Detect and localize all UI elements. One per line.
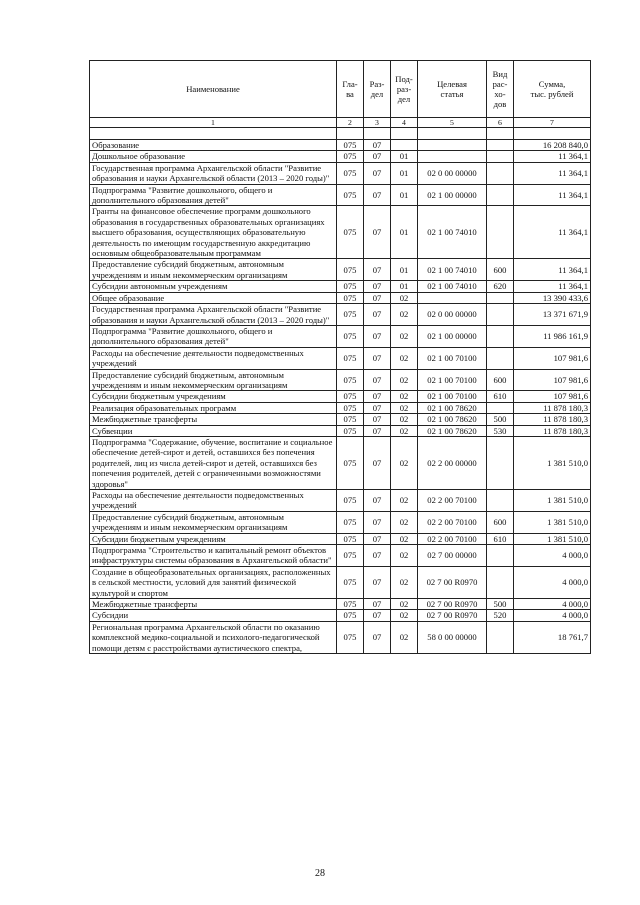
row-name: Субсидии bbox=[90, 610, 337, 621]
row-podrazdel: 01 bbox=[391, 184, 418, 206]
row-name: Общее образование bbox=[90, 292, 337, 303]
row-podrazdel: 02 bbox=[391, 533, 418, 544]
column-number: 5 bbox=[418, 118, 487, 128]
row-celevaya: 02 7 00 00000 bbox=[418, 545, 487, 567]
header-celevaya: Целевая статья bbox=[418, 61, 487, 118]
row-celevaya: 02 2 00 70100 bbox=[418, 533, 487, 544]
row-razdel: 07 bbox=[364, 347, 391, 369]
row-celevaya: 02 0 00 00000 bbox=[418, 162, 487, 184]
row-razdel: 07 bbox=[364, 511, 391, 533]
row-glava: 075 bbox=[337, 545, 364, 567]
column-number: 3 bbox=[364, 118, 391, 128]
row-celevaya: 02 7 00 R0970 bbox=[418, 599, 487, 610]
table-row bbox=[90, 369, 591, 391]
row-celevaya bbox=[418, 151, 487, 162]
row-summa: 107 981,6 bbox=[514, 369, 591, 391]
row-razdel: 07 bbox=[364, 151, 391, 162]
row-vid bbox=[487, 347, 514, 369]
table-row bbox=[90, 414, 591, 425]
header-name: Наименование bbox=[90, 61, 337, 118]
row-summa: 11 986 161,9 bbox=[514, 325, 591, 347]
table-row bbox=[90, 545, 591, 567]
row-razdel: 07 bbox=[364, 140, 391, 151]
row-name: Субвенции bbox=[90, 425, 337, 436]
row-celevaya: 02 2 00 00000 bbox=[418, 436, 487, 489]
row-vid: 610 bbox=[487, 391, 514, 402]
row-vid bbox=[487, 402, 514, 413]
table-row bbox=[90, 436, 591, 489]
row-podrazdel: 02 bbox=[391, 402, 418, 413]
row-razdel: 07 bbox=[364, 292, 391, 303]
row-name: Подпрограмма "Строительство и капитальный ремонт объектов инфраструктуры системы образования в Архангельской области" bbox=[90, 545, 337, 567]
table-row bbox=[90, 566, 591, 598]
row-summa: 11 364,1 bbox=[514, 259, 591, 281]
row-razdel: 07 bbox=[364, 402, 391, 413]
row-razdel: 07 bbox=[364, 533, 391, 544]
table-row bbox=[90, 151, 591, 162]
row-glava: 075 bbox=[337, 184, 364, 206]
table-body bbox=[90, 128, 591, 654]
row-summa: 11 364,1 bbox=[514, 281, 591, 292]
row-summa: 1 381 510,0 bbox=[514, 511, 591, 533]
row-name: Межбюджетные трансферты bbox=[90, 599, 337, 610]
row-vid: 600 bbox=[487, 511, 514, 533]
row-celevaya: 02 1 00 70100 bbox=[418, 391, 487, 402]
row-vid bbox=[487, 304, 514, 326]
row-vid bbox=[487, 436, 514, 489]
row-podrazdel: 02 bbox=[391, 511, 418, 533]
row-razdel: 07 bbox=[364, 325, 391, 347]
row-glava: 075 bbox=[337, 347, 364, 369]
row-vid bbox=[487, 545, 514, 567]
row-podrazdel: 01 bbox=[391, 281, 418, 292]
row-summa: 1 381 510,0 bbox=[514, 490, 591, 512]
row-summa: 107 981,6 bbox=[514, 391, 591, 402]
row-vid bbox=[487, 140, 514, 151]
row-glava: 075 bbox=[337, 292, 364, 303]
row-razdel: 07 bbox=[364, 599, 391, 610]
row-podrazdel: 01 bbox=[391, 206, 418, 259]
row-celevaya: 58 0 00 00000 bbox=[418, 621, 487, 653]
table-row bbox=[90, 511, 591, 533]
table-row bbox=[90, 325, 591, 347]
table-row bbox=[90, 402, 591, 413]
row-celevaya: 02 1 00 00000 bbox=[418, 184, 487, 206]
row-summa: 1 381 510,0 bbox=[514, 436, 591, 489]
table-row bbox=[90, 391, 591, 402]
row-summa: 11 364,1 bbox=[514, 162, 591, 184]
row-glava: 075 bbox=[337, 391, 364, 402]
row-summa: 11 364,1 bbox=[514, 206, 591, 259]
header-glava: Гла- ва bbox=[337, 61, 364, 118]
row-summa: 4 000,0 bbox=[514, 599, 591, 610]
row-glava: 075 bbox=[337, 140, 364, 151]
row-razdel: 07 bbox=[364, 414, 391, 425]
row-summa: 13 371 671,9 bbox=[514, 304, 591, 326]
row-celevaya bbox=[418, 292, 487, 303]
row-podrazdel: 02 bbox=[391, 436, 418, 489]
row-celevaya: 02 1 00 70100 bbox=[418, 347, 487, 369]
row-vid: 610 bbox=[487, 533, 514, 544]
row-name: Региональная программа Архангельской области по оказанию комплексной медико-социальной и психолого-педагогической помощи детям с расстройствами аутистического спектра, bbox=[90, 621, 337, 653]
row-razdel: 07 bbox=[364, 621, 391, 653]
row-name: Субсидии бюджетным учреждениям bbox=[90, 533, 337, 544]
row-celevaya: 02 1 00 00000 bbox=[418, 325, 487, 347]
row-vid bbox=[487, 184, 514, 206]
row-summa: 4 000,0 bbox=[514, 566, 591, 598]
row-vid: 530 bbox=[487, 425, 514, 436]
row-vid bbox=[487, 151, 514, 162]
row-podrazdel bbox=[391, 140, 418, 151]
row-podrazdel: 02 bbox=[391, 292, 418, 303]
row-vid bbox=[487, 325, 514, 347]
row-podrazdel: 02 bbox=[391, 347, 418, 369]
row-glava: 075 bbox=[337, 599, 364, 610]
row-glava: 075 bbox=[337, 151, 364, 162]
row-name: Расходы на обеспечение деятельности подведомственных учреждений bbox=[90, 347, 337, 369]
row-podrazdel: 02 bbox=[391, 425, 418, 436]
row-celevaya bbox=[418, 140, 487, 151]
row-glava: 075 bbox=[337, 511, 364, 533]
budget-table bbox=[89, 60, 591, 654]
row-name: Государственная программа Архангельской области "Развитие образования и науки Архангельской области (2013 – 2020 годы)" bbox=[90, 304, 337, 326]
row-summa: 4 000,0 bbox=[514, 545, 591, 567]
row-glava: 075 bbox=[337, 490, 364, 512]
row-celevaya: 02 1 00 70100 bbox=[418, 369, 487, 391]
table-row bbox=[90, 140, 591, 151]
row-name: Межбюджетные трансферты bbox=[90, 414, 337, 425]
table-row bbox=[90, 292, 591, 303]
page-number: 28 bbox=[315, 868, 325, 879]
row-summa: 11 364,1 bbox=[514, 151, 591, 162]
row-celevaya: 02 1 00 74010 bbox=[418, 281, 487, 292]
row-glava: 075 bbox=[337, 162, 364, 184]
table-row bbox=[90, 304, 591, 326]
row-name: Образование bbox=[90, 140, 337, 151]
table-row bbox=[90, 621, 591, 653]
row-podrazdel: 02 bbox=[391, 325, 418, 347]
row-celevaya: 02 2 00 70100 bbox=[418, 490, 487, 512]
row-glava: 075 bbox=[337, 621, 364, 653]
row-glava: 075 bbox=[337, 281, 364, 292]
table-row bbox=[90, 347, 591, 369]
row-name: Предоставление субсидий бюджетным, автономным учреждениям и иным некоммерческим организациям bbox=[90, 259, 337, 281]
row-name: Создание в общеобразовательных организациях, расположенных в сельской местности, условий для занятий физической культурой и спортом bbox=[90, 566, 337, 598]
row-celevaya: 02 2 00 70100 bbox=[418, 511, 487, 533]
row-name: Подпрограмма "Развитие дошкольного, общего и дополнительного образования детей" bbox=[90, 325, 337, 347]
row-name: Государственная программа Архангельской области "Развитие образования и науки Архангельской области (2013 – 2020 годы)" bbox=[90, 162, 337, 184]
row-name: Субсидии бюджетным учреждениям bbox=[90, 391, 337, 402]
row-name: Субсидии автономным учреждениям bbox=[90, 281, 337, 292]
row-name: Реализация образовательных программ bbox=[90, 402, 337, 413]
table-row bbox=[90, 184, 591, 206]
row-vid bbox=[487, 162, 514, 184]
row-celevaya: 02 1 00 74010 bbox=[418, 259, 487, 281]
row-razdel: 07 bbox=[364, 425, 391, 436]
row-razdel: 07 bbox=[364, 162, 391, 184]
row-podrazdel: 02 bbox=[391, 599, 418, 610]
row-razdel: 07 bbox=[364, 545, 391, 567]
header-vid: Вид рас- хо- дов bbox=[487, 61, 514, 118]
row-podrazdel: 02 bbox=[391, 414, 418, 425]
row-vid bbox=[487, 490, 514, 512]
row-razdel: 07 bbox=[364, 436, 391, 489]
row-razdel: 07 bbox=[364, 304, 391, 326]
row-celevaya: 02 1 00 78620 bbox=[418, 425, 487, 436]
table-row bbox=[90, 281, 591, 292]
row-razdel: 07 bbox=[364, 566, 391, 598]
header-razdel: Раз- дел bbox=[364, 61, 391, 118]
row-vid bbox=[487, 566, 514, 598]
row-summa: 18 761,7 bbox=[514, 621, 591, 653]
row-celevaya: 02 1 00 74010 bbox=[418, 206, 487, 259]
row-vid bbox=[487, 292, 514, 303]
row-podrazdel: 02 bbox=[391, 566, 418, 598]
row-name: Гранты на финансовое обеспечение программ дошкольного образования в государственных образовательных организациях высшего образования, осуществляющих образовательную деятельность по имеющим государственную аккредитацию основным общеобразовательным программам bbox=[90, 206, 337, 259]
row-glava: 075 bbox=[337, 566, 364, 598]
table-row bbox=[90, 533, 591, 544]
row-summa: 11 878 180,3 bbox=[514, 402, 591, 413]
row-podrazdel: 01 bbox=[391, 151, 418, 162]
row-name: Подпрограмма "Содержание, обучение, воспитание и социальное обеспечение детей-сирот и детей, оставшихся без попечения родителей, лиц из числа детей-сирот и детей, оставшихся без попечения родителей, детей с ограниченными возможностями здоровья" bbox=[90, 436, 337, 489]
row-glava: 075 bbox=[337, 304, 364, 326]
row-summa: 107 981,6 bbox=[514, 347, 591, 369]
row-glava: 075 bbox=[337, 610, 364, 621]
row-celevaya: 02 1 00 78620 bbox=[418, 414, 487, 425]
table-row bbox=[90, 490, 591, 512]
row-podrazdel: 02 bbox=[391, 621, 418, 653]
table-row bbox=[90, 259, 591, 281]
row-podrazdel: 02 bbox=[391, 304, 418, 326]
header-podrazdel: Под- раз- дел bbox=[391, 61, 418, 118]
row-razdel: 07 bbox=[364, 610, 391, 621]
row-podrazdel: 02 bbox=[391, 490, 418, 512]
row-name: Предоставление субсидий бюджетным, автономным учреждениям и иным некоммерческим организациям bbox=[90, 369, 337, 391]
row-name: Расходы на обеспечение деятельности подведомственных учреждений bbox=[90, 490, 337, 512]
row-glava: 075 bbox=[337, 414, 364, 425]
column-number: 1 bbox=[90, 118, 337, 128]
row-vid: 620 bbox=[487, 281, 514, 292]
table-row bbox=[90, 162, 591, 184]
row-vid: 500 bbox=[487, 599, 514, 610]
row-podrazdel: 02 bbox=[391, 610, 418, 621]
row-summa: 11 878 180,3 bbox=[514, 414, 591, 425]
column-number: 6 bbox=[487, 118, 514, 128]
row-razdel: 07 bbox=[364, 369, 391, 391]
row-razdel: 07 bbox=[364, 281, 391, 292]
row-glava: 075 bbox=[337, 402, 364, 413]
row-summa: 11 878 180,3 bbox=[514, 425, 591, 436]
row-name: Подпрограмма "Развитие дошкольного, общего и дополнительного образования детей" bbox=[90, 184, 337, 206]
row-glava: 075 bbox=[337, 325, 364, 347]
spacer-row bbox=[90, 128, 591, 140]
row-summa: 4 000,0 bbox=[514, 610, 591, 621]
table-row bbox=[90, 206, 591, 259]
row-glava: 075 bbox=[337, 206, 364, 259]
table-row bbox=[90, 610, 591, 621]
row-glava: 075 bbox=[337, 436, 364, 489]
column-number: 7 bbox=[514, 118, 591, 128]
row-glava: 075 bbox=[337, 425, 364, 436]
row-podrazdel: 01 bbox=[391, 162, 418, 184]
column-number: 2 bbox=[337, 118, 364, 128]
row-celevaya: 02 7 00 R0970 bbox=[418, 610, 487, 621]
row-razdel: 07 bbox=[364, 490, 391, 512]
row-razdel: 07 bbox=[364, 259, 391, 281]
row-summa: 1 381 510,0 bbox=[514, 533, 591, 544]
row-summa: 16 208 840,0 bbox=[514, 140, 591, 151]
row-celevaya: 02 0 00 00000 bbox=[418, 304, 487, 326]
row-vid: 600 bbox=[487, 259, 514, 281]
row-name: Дошкольное образование bbox=[90, 151, 337, 162]
row-vid: 600 bbox=[487, 369, 514, 391]
row-podrazdel: 02 bbox=[391, 391, 418, 402]
row-glava: 075 bbox=[337, 533, 364, 544]
row-celevaya: 02 7 00 R0970 bbox=[418, 566, 487, 598]
row-razdel: 07 bbox=[364, 391, 391, 402]
row-name: Предоставление субсидий бюджетным, автономным учреждениям и иным некоммерческим организациям bbox=[90, 511, 337, 533]
row-vid: 520 bbox=[487, 610, 514, 621]
row-summa: 13 390 433,6 bbox=[514, 292, 591, 303]
row-glava: 075 bbox=[337, 369, 364, 391]
row-vid bbox=[487, 206, 514, 259]
row-vid: 500 bbox=[487, 414, 514, 425]
table-header bbox=[90, 61, 591, 128]
row-podrazdel: 02 bbox=[391, 545, 418, 567]
row-razdel: 07 bbox=[364, 206, 391, 259]
row-celevaya: 02 1 00 78620 bbox=[418, 402, 487, 413]
row-summa: 11 364,1 bbox=[514, 184, 591, 206]
table-row bbox=[90, 599, 591, 610]
table-row bbox=[90, 425, 591, 436]
column-number: 4 bbox=[391, 118, 418, 128]
row-podrazdel: 01 bbox=[391, 259, 418, 281]
row-vid bbox=[487, 621, 514, 653]
row-glava: 075 bbox=[337, 259, 364, 281]
row-razdel: 07 bbox=[364, 184, 391, 206]
header-summa: Сумма, тыс. рублей bbox=[514, 61, 591, 118]
row-podrazdel: 02 bbox=[391, 369, 418, 391]
